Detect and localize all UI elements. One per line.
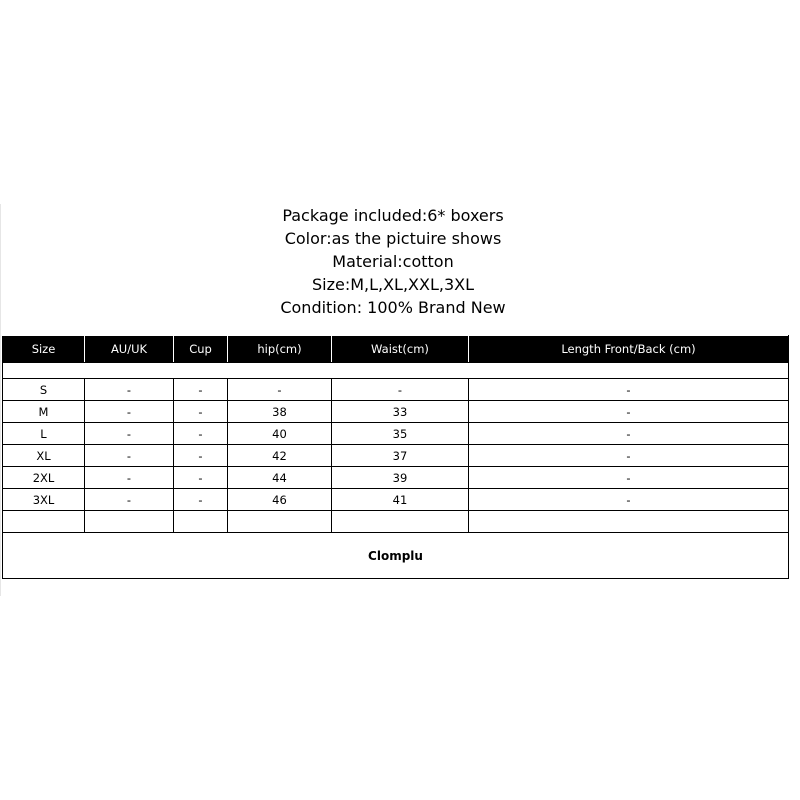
size-line: Size:M,L,XL,XXL,3XL: [311, 275, 475, 294]
cell-cup: -: [174, 401, 228, 423]
cell-size: M: [3, 401, 85, 423]
header-size: Size: [3, 336, 85, 363]
cell-waist: 41: [332, 489, 469, 511]
cell-au-uk: -: [85, 423, 174, 445]
table-body: [3, 379, 789, 579]
cell-au-uk: -: [85, 489, 174, 511]
table-row: [3, 423, 789, 445]
cell-hip: 40: [228, 423, 332, 445]
header-hip: hip(cm): [228, 336, 332, 363]
header-waist: Waist(cm): [332, 336, 469, 363]
cell-length: -: [469, 489, 789, 511]
product-info: [0, 204, 786, 319]
table-empty-row: [3, 511, 789, 533]
table-row: [3, 445, 789, 467]
cell-cup: -: [174, 379, 228, 401]
cell-size: 2XL: [3, 467, 85, 489]
size-chart-table: [2, 335, 789, 579]
table-row: [3, 489, 789, 511]
table-row: [3, 401, 789, 423]
cell-waist: 39: [332, 467, 469, 489]
cell-length: -: [469, 401, 789, 423]
cell-length: -: [469, 423, 789, 445]
cell-au-uk: -: [85, 379, 174, 401]
cell-length: -: [469, 445, 789, 467]
material-line: Material:cotton: [332, 252, 454, 271]
cell-hip: -: [228, 379, 332, 401]
table-top-spacer-row: [3, 363, 789, 379]
header-length: Length Front/Back (cm): [469, 336, 789, 363]
cell-cup: -: [174, 423, 228, 445]
cell-hip: 42: [228, 445, 332, 467]
package-line: Package included:6* boxers: [282, 206, 504, 225]
color-line: Color:as the pictuire shows: [284, 229, 502, 248]
header-cup: Cup: [174, 336, 228, 363]
cell-size: 3XL: [3, 489, 85, 511]
cell-size: S: [3, 379, 85, 401]
cell-length: -: [469, 467, 789, 489]
table-row: [3, 379, 789, 401]
cell-waist: 33: [332, 401, 469, 423]
cell-waist: 35: [332, 423, 469, 445]
cell-size: L: [3, 423, 85, 445]
cell-waist: -: [332, 379, 469, 401]
header-au-uk: AU/UK: [85, 336, 174, 363]
table-row: [3, 467, 789, 489]
cell-cup: -: [174, 467, 228, 489]
cell-au-uk: -: [85, 467, 174, 489]
cell-au-uk: -: [85, 401, 174, 423]
cell-cup: -: [174, 445, 228, 467]
cell-hip: 46: [228, 489, 332, 511]
condition-line: Condition: 100% Brand New: [280, 298, 506, 317]
brand-row: [3, 533, 789, 579]
cell-size: XL: [3, 445, 85, 467]
cell-hip: 44: [228, 467, 332, 489]
table-header-row: [3, 336, 789, 363]
cell-cup: -: [174, 489, 228, 511]
cell-hip: 38: [228, 401, 332, 423]
cell-length: -: [469, 379, 789, 401]
brand-name: Clomplu: [3, 533, 789, 579]
cell-au-uk: -: [85, 445, 174, 467]
cell-waist: 37: [332, 445, 469, 467]
